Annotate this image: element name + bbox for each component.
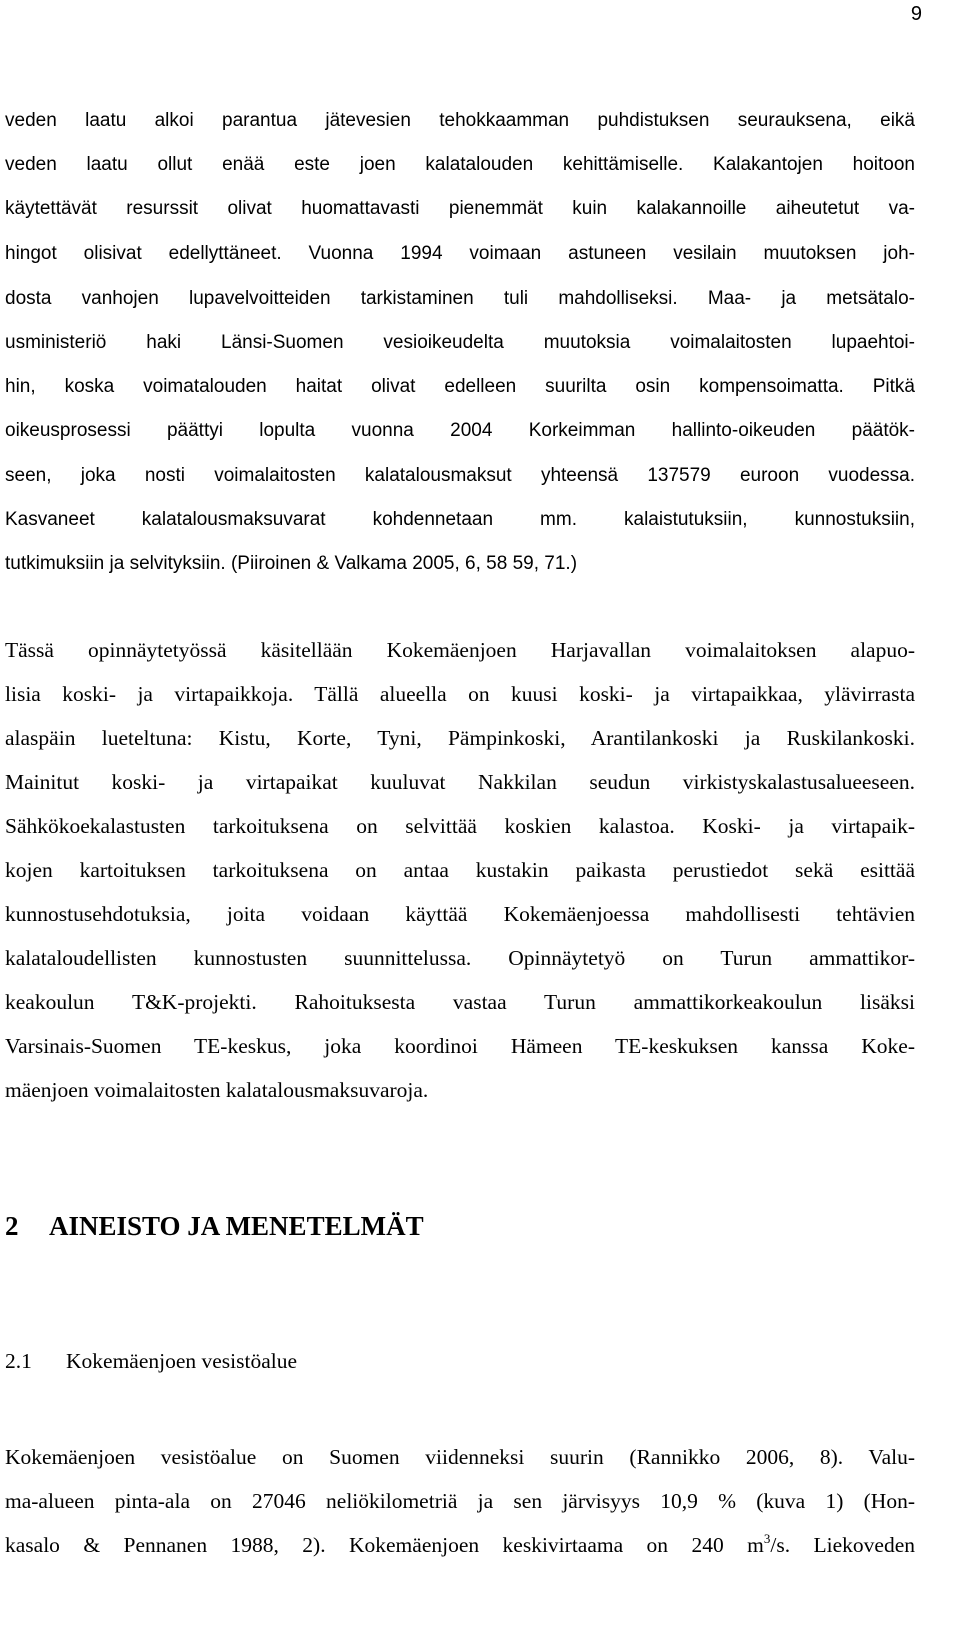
text-line: hingot olisivat edellyttäneet. Vuonna 1994 voimaan astuneen vesilain muutoksen joh- [5, 243, 915, 264]
text-line: käytettävät resurssit olivat huomattavasti pienemmät kuin kalakannoille aiheutetut va- [5, 198, 915, 219]
section-heading [5, 1210, 424, 1242]
text-line: keakoulun T&K-projekti. Rahoituksesta vastaa Turun ammattikorkeakoulun lisäksi [5, 990, 915, 1014]
subsection-heading [5, 1347, 297, 1375]
text-line: kalataloudellisten kunnostusten suunnittelussa. Opinnäytetyö on Turun ammattikor- [5, 946, 915, 970]
text-line: Varsinais-Suomen TE-keskus, joka koordinoi Hämeen TE-keskuksen kanssa Koke- [5, 1034, 915, 1058]
text-line: seen, joka nosti voimalaitosten kalatalousmaksut yhteensä 137579 euroon vuodessa. [5, 465, 915, 486]
text-line: usministeriö haki Länsi-Suomen vesioikeudelta muutoksia voimalaitosten lupaehtoi- [5, 332, 915, 353]
text-line: kojen kartoituksen tarkoituksena on antaa kustakin paikasta perustiedot sekä esittää [5, 858, 915, 882]
text-span: /s. Liekoveden [770, 1533, 915, 1557]
text-line: Tässä opinnäytetyössä käsitellään Kokemäenjoen Harjavallan voimalaitoksen alapuo- [5, 638, 915, 662]
text-line: veden laatu alkoi parantua jätevesien tehokkaamman puhdistuksen seurauksena, eikä [5, 110, 915, 131]
text-line: Kokemäenjoen vesistöalue on Suomen viidenneksi suurin (Rannikko 2006, 8). Valu- [5, 1445, 915, 1469]
text-line [5, 1531, 915, 1559]
text-line: mäenjoen voimalaitosten kalatalousmaksuvaroja. [5, 1078, 429, 1102]
text-line: veden laatu ollut enää este joen kalatalouden kehittämiselle. Kalakantojen hoitoon [5, 154, 915, 175]
text-line: oikeusprosessi päättyi lopulta vuonna 2004 Korkeimman hallinto-oikeuden päätök- [5, 420, 915, 441]
page-number: 9 [910, 3, 922, 25]
text-line: kunnostusehdotuksia, joita voidaan käyttää Kokemäenjoessa mahdollisesti tehtävien [5, 902, 915, 926]
section-title: AINEISTO JA MENETELMÄT [49, 1211, 424, 1241]
text-line: alaspäin lueteltuna: Kistu, Korte, Tyni, Pämpinkoski, Arantilankoski ja Ruskilankoski. [5, 726, 915, 750]
subsection-number: 2.1 [5, 1349, 32, 1373]
text-line: lisia koski- ja virtapaikkoja. Tällä alueella on kuusi koski- ja virtapaikkaa, ylävirrasta [5, 682, 915, 706]
text-line: Mainitut koski- ja virtapaikat kuuluvat Nakkilan seudun virkistyskalastusalueeseen. [5, 770, 915, 794]
text-line: Kasvaneet kalatalousmaksuvarat kohdennetaan mm. kalaistutuksiin, kunnostuksiin, [5, 509, 915, 530]
text-line: dosta vanhojen lupavelvoitteiden tarkistaminen tuli mahdolliseksi. Maa- ja metsätalo- [5, 288, 915, 309]
text-span: kasalo & Pennanen 1988, 2). Kokemäenjoen keskivirtaama on 240 m [5, 1533, 764, 1557]
subsection-title: Kokemäenjoen vesistöalue [66, 1349, 298, 1373]
text-line: tutkimuksiin ja selvityksiin. (Piiroinen & Valkama 2005, 6, 58 59, 71.) [5, 553, 578, 574]
superscript: 3 [763, 1531, 771, 1546]
section-number: 2 [5, 1211, 19, 1241]
text-line: hin, koska voimatalouden haitat olivat edelleen suurilta osin kompensoimatta. Pitkä [5, 376, 915, 397]
text-line: ma-alueen pinta-ala on 27046 neliökilometriä ja sen järvisyys 10,9 % (kuva 1) (Hon- [5, 1489, 915, 1513]
text-line: Sähkökoekalastusten tarkoituksena on selvittää koskien kalastoa. Koski- ja virtapaik- [5, 814, 915, 838]
